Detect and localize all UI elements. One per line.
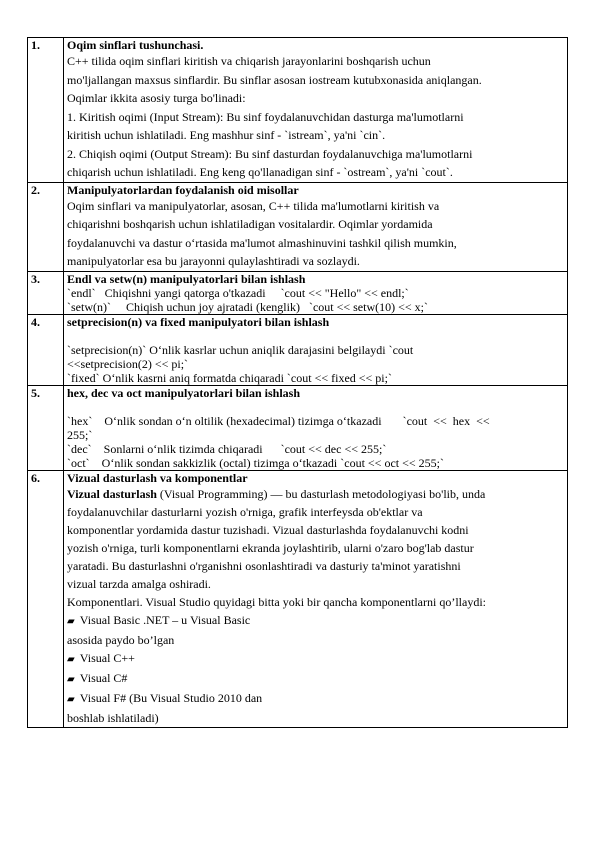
row-text-line: vizual tarzda amalga oshiradi. xyxy=(67,576,211,591)
row-number: 3. xyxy=(28,271,64,314)
row-number: 1. xyxy=(28,38,64,183)
row-title: Endl va setw(n) manipulyatorlari bilan ishlash xyxy=(67,271,306,286)
list-item-continuation: boshlab ishlatiladi) xyxy=(67,710,159,725)
table-row xyxy=(28,271,568,314)
row-text-line: manipulyatorlar esa bu jarayonni qulaylashtiradi va sozlaydi. xyxy=(67,254,360,268)
row-title: setprecision(n) va fixed manipulyatori bilan ishlash xyxy=(67,314,330,329)
row-number: 2. xyxy=(28,182,64,271)
content-table xyxy=(27,37,568,728)
row-text-line: `oct` O‘nlik sondan sakkizlik (octal) tizimga o‘tkazadi `cout << oct << 255;` xyxy=(67,455,444,470)
table-row xyxy=(28,182,568,271)
row-text-line: chiqarish uchun ishlatiladi. Eng keng qo'llanadigan sinf - `ostream`, ya'ni `cout`. xyxy=(67,165,453,179)
row-text-line: `setw(n)` Chiqish uchun joy ajratadi (kenglik) `cout << setw(10) << x;` xyxy=(67,299,428,314)
row-text-line: yozish o'rniga, turli komponentlarni ekranda joylashtirib, ularni o'zaro bog'lab dastur xyxy=(67,540,474,555)
row-content xyxy=(64,314,568,385)
row-title: Vizual dasturlash va komponentlar xyxy=(67,470,248,485)
row-text-line: foydalanuvchi va dastur o‘rtasida ma'lumot almashinuvini tashkil qilish mumkin, xyxy=(67,235,457,250)
lead-rest-text: (Visual Programming) — bu dasturlash metodologiyasi bo'lib, unda xyxy=(156,486,486,501)
row-text-line: `dec` Sonlarni o‘nlik tizimda chiqaradi `cout << dec << 255;` xyxy=(67,441,387,456)
row-content xyxy=(64,38,568,183)
row-content xyxy=(64,182,568,271)
row-text-line: chiqarishni boshqarish uchun ishlatiladigan vositalardir. Oqimlar yordamida xyxy=(67,217,433,231)
table-row xyxy=(28,38,568,183)
table-row xyxy=(28,314,568,385)
row-text-line: `setprecision(n)` O‘nlik kasrlar uchun aniqlik darajasini belgilaydi `cout xyxy=(67,342,414,357)
row-content xyxy=(64,385,568,470)
bullet-icon: ▰ xyxy=(67,615,75,627)
row-text-line: <<setprecision(2) << pi;` xyxy=(67,356,189,371)
row-text-line: `hex` O‘nlik sondan o‘n oltilik (hexadecimal) tizimga o‘tkazadi `cout << hex << xyxy=(67,413,490,428)
bullet-icon: ▰ xyxy=(67,693,75,705)
row-text-line: `fixed` O‘nlik kasrni aniq formatda chiqaradi `cout << fixed << pi;` xyxy=(67,370,392,385)
row-content xyxy=(64,271,568,314)
list-item: ▰ Visual Basic .NET – u Visual Basic xyxy=(67,611,564,631)
row-number: 4. xyxy=(28,314,64,385)
bullet-icon: ▰ xyxy=(67,653,75,665)
row-title: hex, dec va oct manipulyatorlari bilan ishlash xyxy=(67,385,301,400)
row-title: Manipulyatorlardan foydalanish oid misollar xyxy=(67,182,299,197)
row-text-line: 2. Chiqish oqimi (Output Stream): Bu sinf dasturdan foydalanuvchiga ma'lumotlarni xyxy=(67,146,473,161)
row-text-line: 255;` xyxy=(67,427,93,442)
row-text-line: komponentlar yordamida dastur tuzishadi. Vizual dasturlashda foydalanuvchi kodni xyxy=(67,522,469,537)
row-text-line: `endl` Chiqishni yangi qatorga o'tkazadi `cout << "Hello" << endl;` xyxy=(67,285,409,300)
row-text-line: mo'ljallangan maxsus sinflardir. Bu sinflar asosan iostream kutubxonasida aniqlangan. xyxy=(67,72,482,87)
row-text-line: Komponentlari. Visual Studio quyidagi bitta yoki bir qancha komponentlarni qo’llaydi: xyxy=(67,594,486,609)
row-text-line: Oqim sinflari va manipulyatorlar, asosan, C++ tilida ma'lumotlarni kiritish va xyxy=(67,198,440,213)
bullet-icon: ▰ xyxy=(67,673,75,685)
row-number: 6. xyxy=(28,470,64,727)
row-text-line xyxy=(67,485,564,503)
row-text-line: C++ tilida oqim sinflari kiritish va chiqarish jarayonlarini boshqarish uchun xyxy=(67,54,431,68)
list-item: ▰ Visual C++ xyxy=(67,649,564,669)
list-item: ▰ Visual F# (Bu Visual Studio 2010 dan xyxy=(67,689,564,709)
list-item-continuation: asosida paydo bo’lgan xyxy=(67,632,175,647)
row-text-line: yaratadi. Bu dasturlashni o'rganishni osonlashtiradi va dasturiy ta'minot yaratishni xyxy=(67,558,461,573)
row-text-line: kiritish uchun ishlatiladi. Eng mashhur sinf - `istream`, ya'ni `cin`. xyxy=(67,128,386,142)
table-row xyxy=(28,470,568,727)
row-content xyxy=(64,470,568,727)
row-text-line: 1. Kiritish oqimi (Input Stream): Bu sinf foydalanuvchidan dasturga ma'lumotlarni xyxy=(67,109,464,124)
row-text-line: foydalanuvchilar dasturlarni yozish o'rniga, grafik interfeysda ob'ektlar va xyxy=(67,504,423,519)
list-item: ▰ Visual C# xyxy=(67,669,564,689)
lead-bold-text: Vizual dasturlash xyxy=(67,486,157,501)
table-row xyxy=(28,385,568,470)
row-text-line: Oqimlar ikkita asosiy turga bo'linadi: xyxy=(67,91,246,105)
row-title: Oqim sinflari tushunchasi. xyxy=(67,38,204,52)
row-number: 5. xyxy=(28,385,64,470)
